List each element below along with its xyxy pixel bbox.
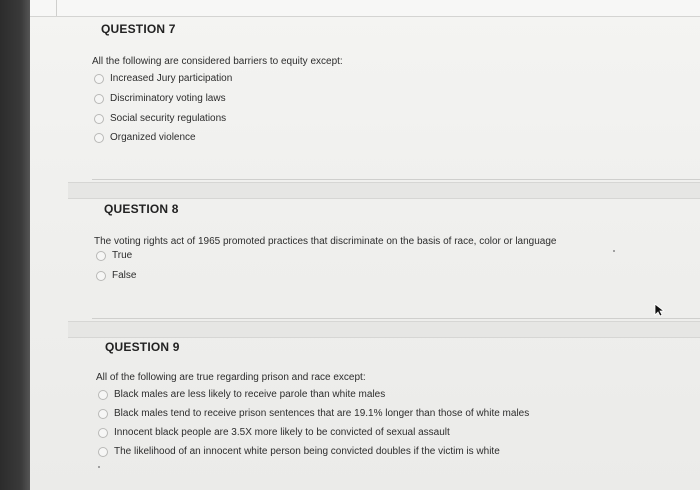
question-title: QUESTION 8 — [104, 202, 179, 216]
radio-button[interactable] — [94, 133, 104, 143]
strip-divider — [56, 0, 57, 16]
answer-option-true[interactable] — [96, 250, 132, 261]
answer-option-increased-jury-participation[interactable] — [94, 73, 232, 84]
question-title: QUESTION 7 — [101, 22, 176, 36]
answer-option-discriminatory-voting-laws[interactable] — [94, 93, 226, 104]
question-prompt: The voting rights act of 1965 promoted practices that discriminate on the basis of race, color or language — [94, 236, 557, 247]
answer-option-parole[interactable] — [98, 389, 385, 400]
answer-option-organized-violence[interactable] — [94, 132, 196, 143]
option-label: True — [112, 250, 133, 261]
question-divider — [92, 179, 700, 180]
option-label: Increased Jury participation — [110, 73, 233, 84]
radio-button[interactable] — [94, 114, 104, 124]
option-label: Discriminatory voting laws — [110, 93, 226, 104]
stray-dot — [613, 250, 615, 252]
question-title: QUESTION 9 — [105, 340, 180, 354]
option-label: Organized violence — [110, 132, 196, 143]
option-label: The likelihood of an innocent white person being convicted doubles if the victim is white — [114, 446, 500, 457]
question-prompt: All of the following are true regarding prison and race except: — [96, 372, 366, 383]
radio-button[interactable] — [94, 74, 104, 84]
answer-option-false[interactable] — [96, 270, 136, 281]
mouse-pointer-icon — [654, 303, 666, 320]
stray-dot — [98, 466, 100, 468]
radio-button[interactable] — [98, 409, 108, 419]
answer-option-sexual-assault[interactable] — [98, 427, 450, 438]
answer-option-prison-sentences[interactable] — [98, 408, 529, 419]
option-label: Black males tend to receive prison sentences that are 19.1% longer than those of white males — [114, 408, 530, 419]
radio-button[interactable] — [94, 94, 104, 104]
radio-button[interactable] — [98, 447, 108, 457]
previous-question-footer — [30, 0, 700, 17]
radio-button[interactable] — [98, 428, 108, 438]
answer-option-innocent-white-person[interactable] — [98, 446, 500, 457]
radio-button[interactable] — [96, 271, 106, 281]
question-separator-band — [68, 321, 700, 338]
radio-button[interactable] — [96, 251, 106, 261]
cursor-arrow-icon — [654, 303, 666, 317]
radio-button[interactable] — [98, 390, 108, 400]
question-separator-band — [68, 182, 700, 199]
question-prompt: All the following are considered barriers to equity except: — [92, 56, 343, 67]
screen-bezel — [0, 0, 30, 490]
option-label: False — [112, 270, 137, 281]
answer-option-social-security-regulations[interactable] — [94, 113, 226, 124]
question-divider — [92, 318, 700, 319]
option-label: Social security regulations — [110, 113, 227, 124]
option-label: Black males are less likely to receive parole than white males — [114, 389, 386, 400]
option-label: Innocent black people are 3.5X more likely to be convicted of sexual assault — [114, 427, 450, 438]
